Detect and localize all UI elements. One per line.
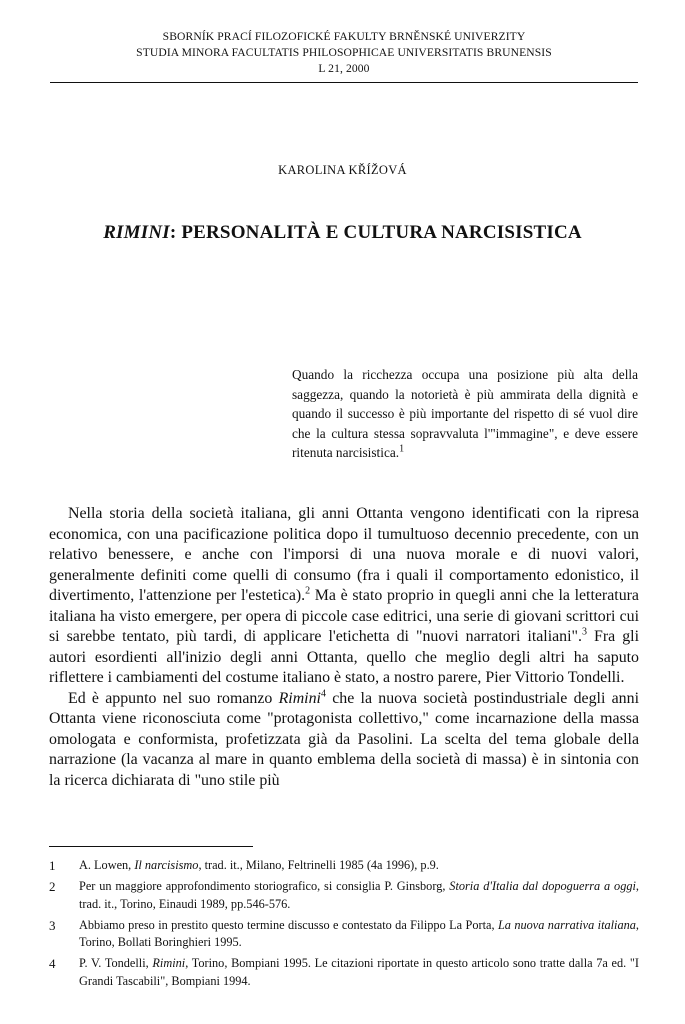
footnote-4 — [49, 955, 639, 990]
epigraph-text: Quando la ricchezza occupa una posizione più alta della saggezza, quando la notorietà è più ammirata della dignità e quando il successo è più importante del rispetto di sé vuol dire che la cultura stessa sopravvaluta l'"immagine", e deve essere ritenuta narcisistica. — [292, 367, 638, 460]
paragraph-1 — [49, 504, 639, 689]
footnote-title: La nuova narrativa italiana — [497, 917, 636, 932]
article-title — [0, 222, 685, 244]
paragraph-1-part-b: Ma è stato proprio in quegli anni che la letteratura italiana ha visto emergere, per opera di piccole case editrici, una serie di giovani scrittori cui si sarebbe tentato, più tardi, di applicare l'etichetta di "nuovi narratori italiani". — [49, 587, 639, 645]
paragraph-2-italic: Rimini — [278, 689, 321, 707]
footnote-text: A. Lowen, — [79, 858, 135, 872]
journal-volume: L 21, 2000 — [318, 62, 370, 75]
footnote-text: , trad. it., Torino, Einaudi 1989, pp.546-576. — [79, 879, 639, 911]
footnote-ref-3: 3 — [582, 626, 587, 638]
journal-header — [50, 29, 638, 77]
footnote-number: 4 — [49, 956, 56, 972]
footnote-2 — [49, 878, 639, 913]
footnote-3 — [49, 917, 639, 952]
paragraph-1-part-c: Fra gli autori esordienti all'inizio degli anni Ottanta, quello che meglio degli altri ha saputo riflettere i cambiamenti del costume italiano è stato, a nostro parere, Pier Vittorio Tondelli. — [49, 628, 640, 686]
paragraph-1-part-a: Nella storia della società italiana, gli anni Ottanta vengono identificati con la ripresa economica, con una pacificazione politica dopo il tumultuoso decennio precedente, con un relativo benessere, e anche con l'imporsi di una nuova morale e di nuovi valori, generalmente definiti come quelli di consumo (fra i quali il comportamento edonistico, il divertimento, l'attenzione per l'estetica). — [49, 505, 639, 604]
header-rule — [50, 82, 638, 83]
footnote-ref-2: 2 — [305, 585, 311, 597]
footnote-text: Per un maggiore approfondimento storiografico, si consiglia P. Ginsborg, — [79, 879, 450, 894]
paragraph-2-part-a: Ed è appunto nel suo romanzo — [68, 689, 279, 707]
journal-name-latin: STUDIA MINORA FACULTATIS PHILOSOPHICAE UNIVERSITATIS BRUNENSIS — [136, 46, 552, 59]
footnote-ref-1: 1 — [399, 443, 405, 455]
title-rest: : PERSONALITÀ E CULTURA NARCISISTICA — [169, 222, 582, 243]
footnote-text: Abbiamo preso in prestito questo termine discusso e contestato da Filippo La Porta, — [79, 917, 498, 932]
footnote-title: Il narcisismo — [134, 858, 199, 872]
title-italic-part: RIMINI — [103, 222, 170, 243]
footnote-number: 2 — [49, 879, 56, 895]
footnote-text: , Torino, Bollati Boringhieri 1995. — [79, 917, 639, 950]
footnote-number: 1 — [49, 858, 56, 873]
paragraph-2-part-b: che la nuova società postindustriale degli anni Ottanta viene riconosciuta come "protagonista collettivo," come incarnazione della massa omologata e conformista, profetizzata già da Pasolini. La scelta del tema globale della narrazione (la vacanza al mare in quanto emblema della società di massa) è in sintonia con la ricerca dichiarata di "uno stile più — [49, 689, 639, 789]
footnotes — [49, 857, 639, 994]
footnote-text: , trad. it., Milano, Feltrinelli 1985 (4a 1996), p.9. — [198, 858, 439, 872]
article-author: KAROLINA KŘÍŽOVÁ — [278, 163, 407, 177]
footnote-number: 3 — [49, 917, 56, 933]
footnote-1 — [49, 857, 639, 874]
footnote-title: Storia d'Italia dal dopoguerra a oggi — [449, 879, 636, 894]
footnote-text: P. V. Tondelli, — [79, 956, 153, 971]
paragraph-2 — [49, 689, 639, 792]
epigraph — [292, 365, 638, 463]
body-text — [49, 504, 639, 791]
footnote-text: , Torino, Bompiani 1995. Le citazioni riportate in questo articolo sono tratte dalla 7a ed. "I Grandi Tascabili", Bompiani 1994. — [79, 956, 640, 988]
journal-name-czech: SBORNÍK PRACÍ FILOZOFICKÉ FAKULTY BRNĚNSKÉ UNIVERZITY — [162, 30, 526, 43]
footnote-title: Rimini — [152, 956, 186, 971]
footnote-ref-4: 4 — [320, 688, 326, 700]
footnote-rule — [49, 846, 253, 847]
